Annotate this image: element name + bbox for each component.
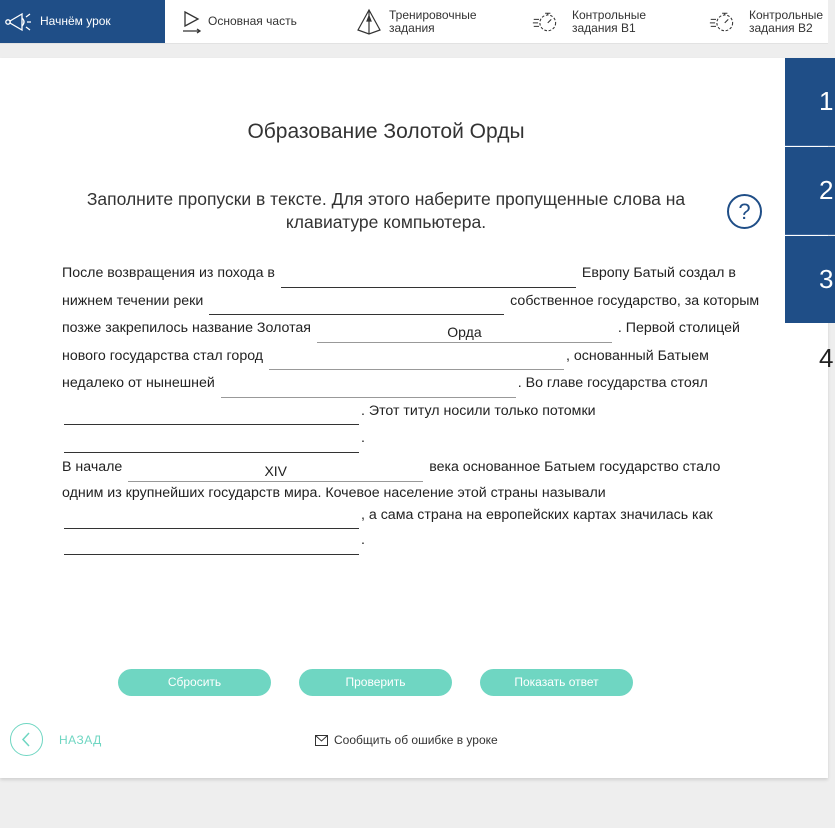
text-fragment: В начале bbox=[62, 459, 123, 475]
help-button[interactable]: ? bbox=[727, 194, 762, 229]
lesson-panel bbox=[0, 58, 834, 778]
text-fragment: . Этот титул носили только потомки bbox=[361, 402, 596, 419]
task-instruction: Заполните пропуски в тексте. Для этого наберите пропущенные слова на клавиатуре компьютера. bbox=[86, 189, 686, 232]
text-fragment: Европу Батый создал в нижнем течении реки bbox=[62, 265, 736, 309]
back-link[interactable]: НАЗАД bbox=[59, 733, 102, 747]
report-error-label: Сообщить об ошибке в уроке bbox=[334, 733, 498, 747]
text-fragment: собственное государство, за которым позже закрепилось название Золотая bbox=[62, 292, 760, 336]
blank-input-1[interactable] bbox=[281, 269, 576, 288]
nav-label: Тренировочные задания bbox=[389, 7, 477, 35]
nav-item-main-part[interactable] bbox=[178, 0, 297, 43]
stopwatch-icon bbox=[709, 8, 741, 36]
blank-input-3[interactable] bbox=[317, 324, 612, 343]
exercise-paragraph-2 bbox=[62, 456, 762, 555]
top-navigation bbox=[0, 0, 828, 44]
side-tab-4[interactable]: 4 bbox=[819, 342, 834, 373]
reset-button[interactable]: Сбросить bbox=[118, 669, 271, 696]
nav-item-training[interactable] bbox=[355, 0, 477, 43]
side-tab-3[interactable]: 3 bbox=[785, 236, 835, 323]
nav-item-control-b1[interactable] bbox=[532, 0, 646, 43]
blank-input-9[interactable] bbox=[64, 510, 359, 529]
side-tab-1[interactable]: 1 bbox=[785, 58, 835, 146]
blank-input-8[interactable] bbox=[128, 463, 423, 482]
text-fragment: века основанное Батыем государство стало одним из крупнейших государств мира. Кочевое население этой страны называли bbox=[62, 459, 721, 501]
exercise-paragraph-1 bbox=[62, 260, 762, 453]
report-error-link[interactable] bbox=[315, 733, 498, 747]
text-fragment: . bbox=[361, 430, 365, 446]
nav-item-control-b2[interactable] bbox=[709, 0, 823, 43]
text-fragment: , а сама страна на европейских картах значилась как bbox=[361, 506, 713, 523]
blank-input-10[interactable] bbox=[64, 536, 359, 555]
text-fragment: . Во главе государства стоял bbox=[517, 375, 708, 391]
blank-input-2[interactable] bbox=[209, 296, 504, 315]
text-fragment: После возвращения из похода в bbox=[62, 265, 275, 281]
text-fragment: . Первой столицей нового государства стал город bbox=[62, 320, 740, 364]
lesson-title: Образование Золотой Орды bbox=[247, 120, 525, 143]
blank-input-4[interactable] bbox=[269, 351, 564, 370]
text-fragment: . bbox=[361, 532, 365, 548]
blank-input-6[interactable] bbox=[64, 406, 359, 425]
megaphone-icon bbox=[4, 8, 32, 36]
text-fragment: , основанный Батыем недалеко от нынешней bbox=[62, 347, 709, 391]
show-answer-button[interactable]: Показать ответ bbox=[480, 669, 633, 696]
stopwatch-icon bbox=[532, 8, 564, 36]
nav-label: Основная часть bbox=[208, 14, 297, 28]
nav-label: Контрольные задания В1 bbox=[572, 7, 647, 35]
pyramid-icon bbox=[355, 8, 381, 36]
blank-input-7[interactable] bbox=[64, 434, 359, 453]
side-tab-2[interactable]: 2 bbox=[785, 147, 835, 235]
chevron-left-icon bbox=[11, 724, 42, 755]
check-button[interactable]: Проверить bbox=[299, 669, 452, 696]
play-icon bbox=[178, 8, 200, 36]
nav-label: Начнём урок bbox=[40, 14, 111, 28]
blank-input-5[interactable] bbox=[221, 379, 516, 398]
envelope-icon bbox=[315, 735, 328, 746]
nav-item-start-lesson[interactable] bbox=[0, 0, 165, 43]
back-button[interactable] bbox=[10, 723, 43, 756]
nav-label: Контрольные задания В2 bbox=[749, 7, 824, 35]
